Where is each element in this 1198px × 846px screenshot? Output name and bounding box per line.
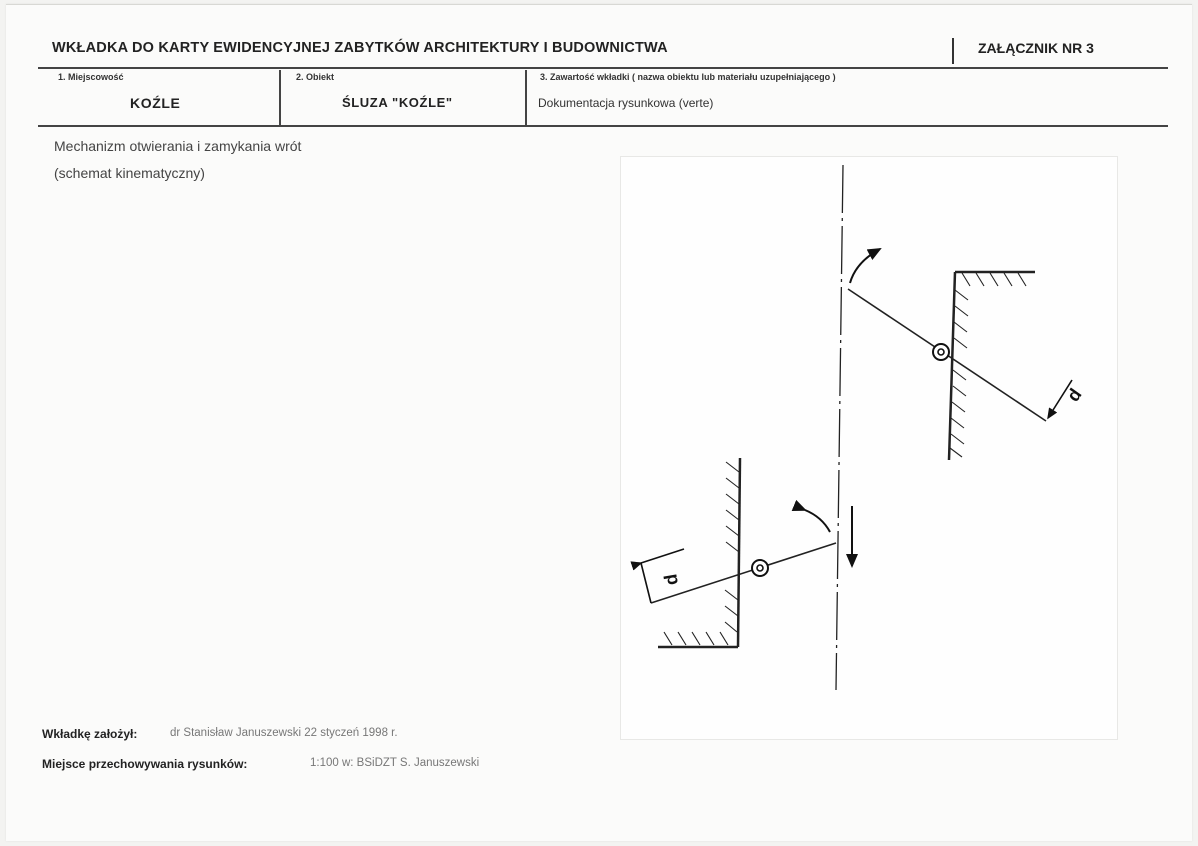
content-label: 3. Zawartość wkładki ( nazwa obiektu lub materiału uzupełniającego ) [540, 72, 836, 82]
upper-mark-d: d [1062, 384, 1086, 406]
upper-wall [949, 272, 1035, 460]
founder-value: dr Stanisław Januszewski 22 styczeń 1998 r. [170, 727, 398, 739]
description-line-1: Mechanizm otwierania i zamykania wrót [54, 138, 302, 154]
lower-arm-arrow-icon [641, 549, 684, 563]
upper-rotation-arrow-icon [850, 249, 880, 283]
founder-label: Wkładkę założył: [42, 727, 138, 741]
lower-rotation-arrow-icon [805, 510, 830, 532]
storage-value: 1:100 w: BSiDZT S. Januszewski [310, 757, 480, 769]
lower-mark-d: d [660, 572, 682, 587]
locality-label: 1. Miejscowość [58, 72, 124, 82]
lower-wall [658, 458, 740, 647]
center-axis-line [836, 165, 843, 690]
object-label: 2. Obiekt [296, 72, 335, 82]
content-value: Dokumentacja rysunkowa (verte) [538, 96, 714, 110]
annex-number: ZAŁĄCZNIK NR 3 [978, 40, 1094, 56]
storage-label: Miejsce przechowywania rysunków: [42, 757, 248, 771]
document-title: WKŁADKA DO KARTY EWIDENCYJNEJ ZABYTKÓW ARCHITEKTURY I BUDOWNICTWA [52, 40, 668, 56]
description-line-2: (schemat kinematyczny) [54, 165, 205, 181]
object-value: ŚLUZA "KOŹLE" [342, 95, 453, 110]
locality-value: KOŹLE [130, 95, 181, 111]
